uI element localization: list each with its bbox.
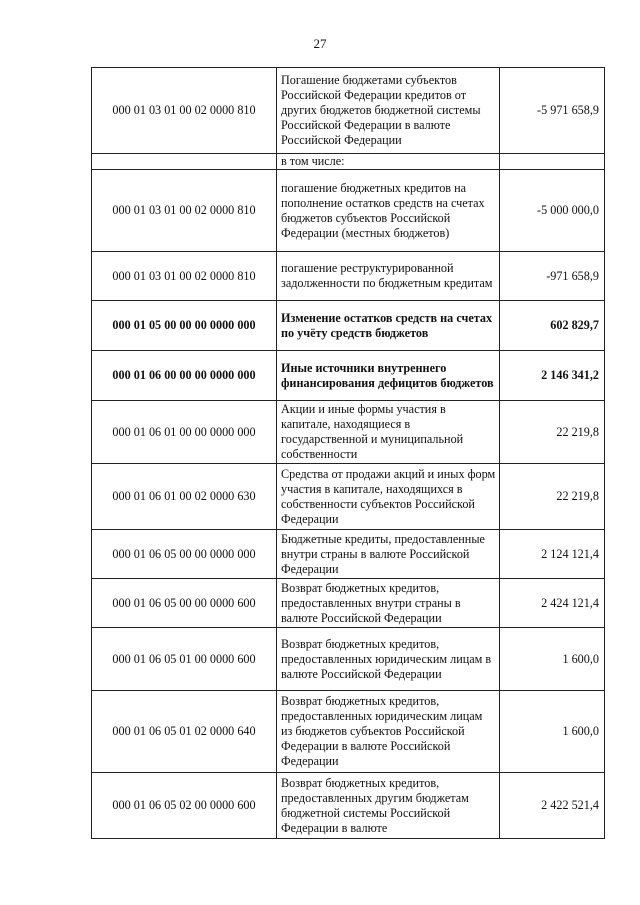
amount-cell: 22 219,8 <box>500 401 605 464</box>
table-body <box>92 68 605 839</box>
item-name-cell: Погашение бюджетами субъектов Российской Федерации кредитов от других бюджетов бюджетной системы Российской Федерации в валюте Российской Федерации <box>277 68 500 154</box>
table-row <box>92 170 605 252</box>
item-name-cell: Возврат бюджетных кредитов, предоставленных юридическим лицам из бюджетов субъектов Российской Федерации в валюте Российской Федерации <box>277 691 500 773</box>
budget-code-cell: 000 01 03 01 00 02 0000 810 <box>92 252 277 301</box>
amount-cell: 22 219,8 <box>500 464 605 530</box>
item-name-cell: погашение реструктурированной задолженности по бюджетным кредитам <box>277 252 500 301</box>
amount-cell: 2 422 521,4 <box>500 773 605 839</box>
budget-code-cell: 000 01 03 01 00 02 0000 810 <box>92 170 277 252</box>
budget-code-cell: 000 01 06 05 00 00 0000 600 <box>92 579 277 628</box>
amount-cell: -5 000 000,0 <box>500 170 605 252</box>
table-row <box>92 351 605 401</box>
budget-code-cell: 000 01 06 05 02 00 0000 600 <box>92 773 277 839</box>
item-name-cell: Изменение остатков средств на счетах по учёту средств бюджетов <box>277 301 500 351</box>
table-row <box>92 579 605 628</box>
budget-code-cell: 000 01 06 05 00 00 0000 000 <box>92 530 277 579</box>
budget-code-cell: 000 01 06 00 00 00 0000 000 <box>92 351 277 401</box>
item-name-cell: Возврат бюджетных кредитов, предоставленных юридическим лицам в валюте Российской Федерации <box>277 628 500 691</box>
amount-cell: -971 658,9 <box>500 252 605 301</box>
item-name-cell: в том числе: <box>277 154 500 170</box>
table-row <box>92 628 605 691</box>
table-row <box>92 252 605 301</box>
item-name-cell: Средства от продажи акций и иных форм участия в капитале, находящихся в собственности субъектов Российской Федерации <box>277 464 500 530</box>
table-row <box>92 773 605 839</box>
budget-sources-table <box>91 67 605 839</box>
table-row <box>92 68 605 154</box>
table-row <box>92 530 605 579</box>
amount-cell <box>500 154 605 170</box>
budget-code-cell <box>92 154 277 170</box>
table-row <box>92 301 605 351</box>
table-row <box>92 464 605 530</box>
table-row <box>92 154 605 170</box>
item-name-cell: погашение бюджетных кредитов на пополнение остатков средств на счетах бюджетов субъектов Российской Федерации (местных бюджетов) <box>277 170 500 252</box>
table-row <box>92 691 605 773</box>
budget-code-cell: 000 01 05 00 00 00 0000 000 <box>92 301 277 351</box>
amount-cell: 2 124 121,4 <box>500 530 605 579</box>
budget-code-cell: 000 01 06 01 00 02 0000 630 <box>92 464 277 530</box>
item-name-cell: Иные источники внутреннего финансирования дефицитов бюджетов <box>277 351 500 401</box>
amount-cell: 1 600,0 <box>500 691 605 773</box>
page-number: 27 <box>313 36 327 51</box>
budget-code-cell: 000 01 06 05 01 00 0000 600 <box>92 628 277 691</box>
item-name-cell: Акции и иные формы участия в капитале, находящиеся в государственной и муниципальной собственности <box>277 401 500 464</box>
amount-cell: 2 424 121,4 <box>500 579 605 628</box>
item-name-cell: Возврат бюджетных кредитов, предоставленных другим бюджетам бюджетной системы Российской Федерации в валюте <box>277 773 500 839</box>
budget-code-cell: 000 01 03 01 00 02 0000 810 <box>92 68 277 154</box>
amount-cell: 2 146 341,2 <box>500 351 605 401</box>
amount-cell: -5 971 658,9 <box>500 68 605 154</box>
item-name-cell: Бюджетные кредиты, предоставленные внутри страны в валюте Российской Федерации <box>277 530 500 579</box>
table-row <box>92 401 605 464</box>
item-name-cell: Возврат бюджетных кредитов, предоставленных внутри страны в валюте Российской Федерации <box>277 579 500 628</box>
budget-code-cell: 000 01 06 01 00 00 0000 000 <box>92 401 277 464</box>
amount-cell: 602 829,7 <box>500 301 605 351</box>
amount-cell: 1 600,0 <box>500 628 605 691</box>
budget-code-cell: 000 01 06 05 01 02 0000 640 <box>92 691 277 773</box>
